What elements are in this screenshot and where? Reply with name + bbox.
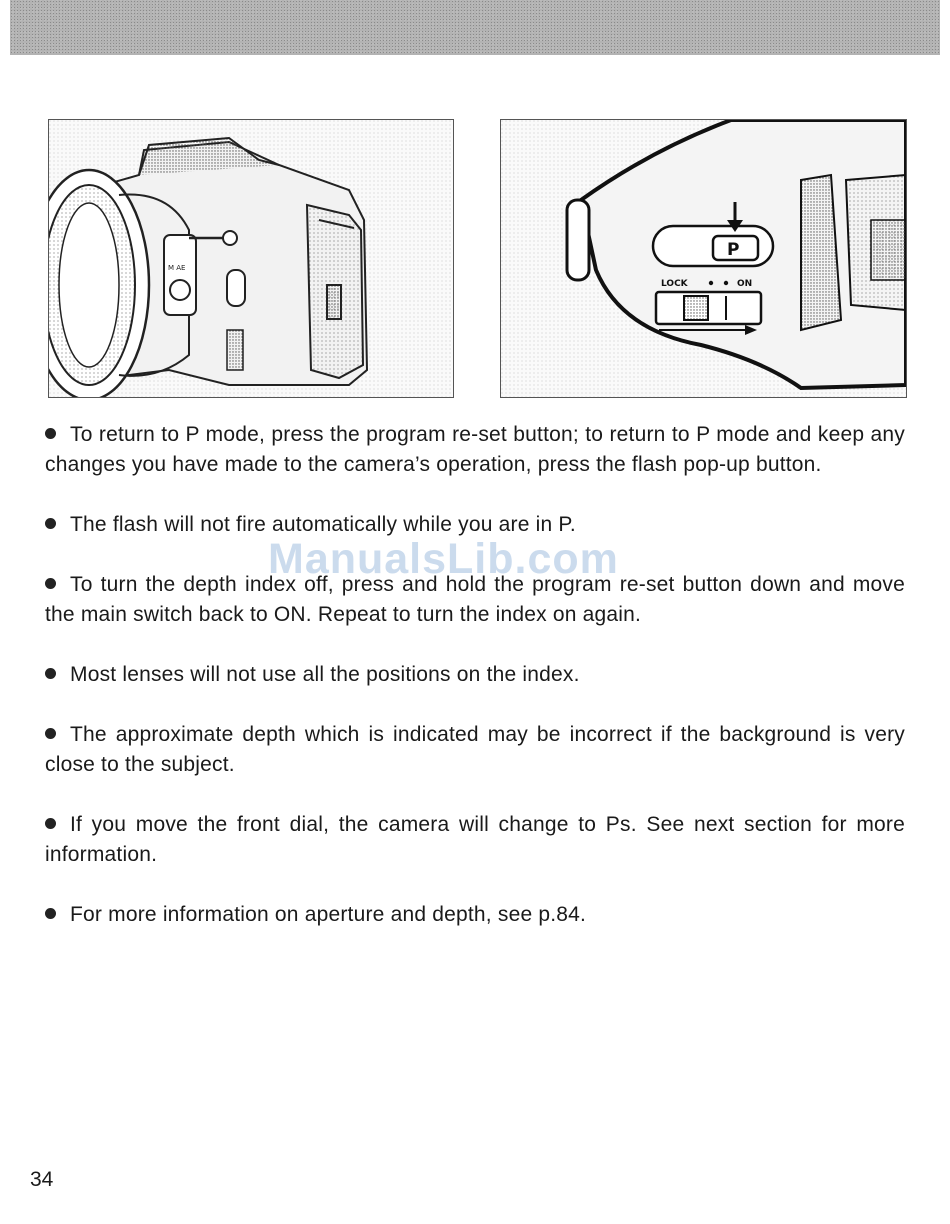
bullet-icon [45,518,56,529]
bullet-icon [45,818,56,829]
bullet-icon [45,908,56,919]
bullet-icon [45,578,56,589]
bullet-icon [45,428,56,439]
bullet-icon [45,668,56,679]
page-number: 34 [30,1168,54,1191]
paragraph-5: The approximate depth which is indicated may be incorrect if the background is very close to the subject. [45,723,905,776]
camera-side-illustration [48,119,454,398]
paragraph-6: If you move the front dial, the camera will change to Ps. See next section for more information. [45,813,905,866]
camera-top-illustration [500,119,907,398]
paragraph-1: To return to P mode, press the program re-set button; to return to P mode and keep any changes you have made to the camera’s operation, press the flash pop-up button. [45,423,905,476]
program-button-label: P [727,240,740,260]
switch-on-label: ON [737,279,753,289]
switch-lock-label: LOCK [661,279,688,289]
paragraph-4: Most lenses will not use all the positions on the index. [45,660,905,690]
instruction-list [45,420,905,960]
header-bar [10,0,940,55]
paragraph-3: To turn the depth index off, press and hold the program re-set button down and move the main switch back to ON. Repeat to turn the index on again. [45,573,905,626]
paragraph-2: The flash will not fire automatically while you are in P. [45,510,905,540]
paragraph-7: For more information on aperture and depth, see p.84. [45,900,905,930]
bullet-icon [45,728,56,739]
watermark: ManualsLib.com [268,535,619,583]
dial-label: M AE [168,264,186,272]
